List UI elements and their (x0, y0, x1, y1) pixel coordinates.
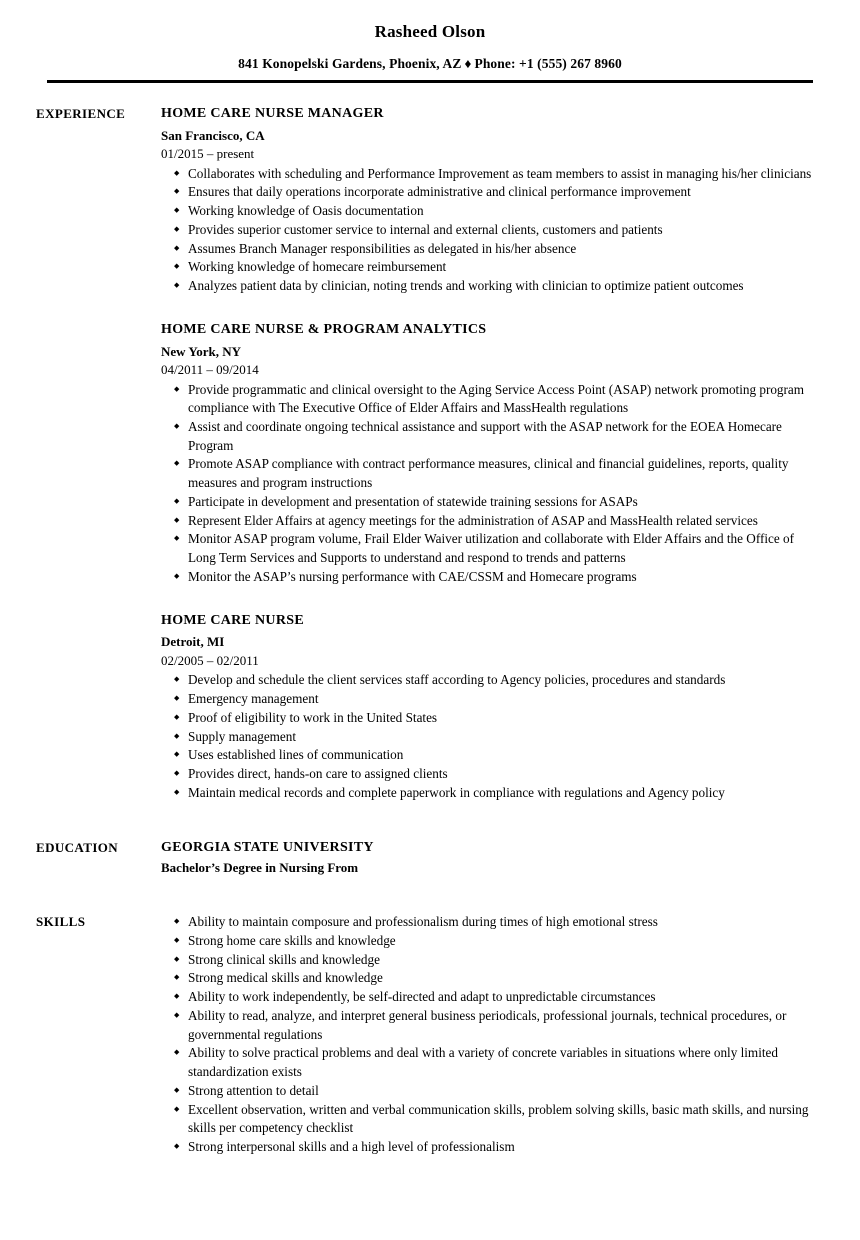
job-responsibility-list (161, 165, 824, 296)
list-item: ◆ Represent Elder Affairs at agency meetings for the administration of ASAP and MassHealth related services (161, 512, 824, 531)
list-item: ◆ Monitor ASAP program volume, Frail Elder Waiver utilization and collaborate with Elder Affairs and the Office of Long Term Services and Supports to understand and respond to trends and patterns (161, 530, 824, 567)
resume-header (0, 0, 860, 83)
list-item: ◆ Emergency management (161, 690, 824, 709)
list-item: ◆ Ability to read, analyze, and interpret general business periodicals, professional journals, technical procedures, or governmental regulations (161, 1007, 824, 1044)
diamond-separator-icon: ♦ (464, 56, 472, 72)
job-entry (161, 612, 824, 803)
list-item: ◆ Ability to solve practical problems and deal with a variety of concrete variables in situations where only limited standardization exists (161, 1044, 824, 1081)
experience-section (0, 105, 860, 803)
list-item: ◆ Assumes Branch Manager responsibilities as delegated in his/her absence (161, 240, 824, 259)
list-item: ◆ Supply management (161, 728, 824, 747)
skills-section (0, 912, 860, 1157)
list-item: ◆ Working knowledge of homecare reimbursement (161, 258, 824, 277)
list-item: ◆ Strong clinical skills and knowledge (161, 951, 824, 970)
education-entry (161, 839, 824, 879)
list-item: ◆ Uses established lines of communication (161, 746, 824, 765)
experience-section-label: EXPERIENCE (36, 105, 126, 121)
job-dates: 02/2005 – 02/2011 (161, 652, 259, 668)
list-item: ◆ Ability to maintain composure and professionalism during times of high emotional stress (161, 913, 824, 932)
job-responsibility-list (161, 381, 824, 587)
list-item: ◆ Strong medical skills and knowledge (161, 969, 824, 988)
job-location: New York, NY (161, 343, 242, 359)
list-item: ◆ Analyzes patient data by clinician, noting trends and working with clinician to optimize patient outcomes (161, 277, 824, 296)
list-item: ◆ Strong attention to detail (161, 1082, 824, 1101)
list-item: ◆ Maintain medical records and complete paperwork in compliance with regulations and Agency policy (161, 784, 824, 803)
education-degree: Bachelor’s Degree in Nursing From (161, 860, 359, 876)
skills-entries (161, 912, 824, 1157)
contact-line (0, 56, 860, 72)
list-item: ◆ Provide programmatic and clinical oversight to the Aging Service Access Point (ASAP) network promoting program compliance with The Executive Office of Elder Affairs and MassHealth regulations (161, 381, 824, 418)
list-item: ◆ Assist and coordinate ongoing technical assistance and support with the ASAP network for the EOEA Homecare Program (161, 418, 824, 455)
education-section (0, 839, 860, 879)
list-item: ◆ Strong interpersonal skills and a high level of professionalism (161, 1138, 824, 1157)
candidate-phone: Phone: +1 (555) 267 8960 (474, 56, 622, 72)
list-item: ◆ Provides superior customer service to internal and external clients, customers and patients (161, 221, 824, 240)
candidate-address: 841 Konopelski Gardens, Phoenix, AZ (238, 56, 462, 72)
list-item: ◆ Ability to work independently, be self-directed and adapt to unpredictable circumstances (161, 988, 824, 1007)
list-item: ◆ Ensures that daily operations incorporate administrative and clinical performance improvement (161, 183, 824, 202)
list-item: ◆ Provides direct, hands-on care to assigned clients (161, 765, 824, 784)
job-location: Detroit, MI (161, 634, 225, 650)
skills-section-label: SKILLS (36, 914, 86, 930)
skills-list (161, 913, 824, 1157)
job-dates: 01/2015 – present (161, 146, 255, 162)
header-divider (47, 80, 813, 82)
candidate-name: Rasheed Olson (374, 22, 486, 41)
job-title: HOME CARE NURSE & PROGRAM ANALYTICS (161, 321, 487, 337)
list-item: ◆ Strong home care skills and knowledge (161, 932, 824, 951)
list-item: ◆ Develop and schedule the client services staff according to Agency policies, procedures and standards (161, 671, 824, 690)
job-responsibility-list (161, 671, 824, 802)
list-item: ◆ Excellent observation, written and verbal communication skills, problem solving skills, basic math skills, and nursing skills per competency checklist (161, 1101, 824, 1138)
list-item: ◆ Promote ASAP compliance with contract performance measures, clinical and financial guidelines, reports, quality measures and program instructions (161, 455, 824, 492)
list-item: ◆ Collaborates with scheduling and Performance Improvement as team members to assist in managing his/her clinicians (161, 165, 824, 184)
education-school: GEORGIA STATE UNIVERSITY (161, 839, 374, 855)
education-entries (161, 839, 824, 879)
list-item: ◆ Participate in development and presentation of statewide training sessions for ASAPs (161, 493, 824, 512)
job-entry (161, 321, 824, 587)
education-section-label: EDUCATION (36, 839, 119, 855)
list-item: ◆ Monitor the ASAP’s nursing performance with CAE/CSSM and Homecare programs (161, 568, 824, 587)
job-title: HOME CARE NURSE (161, 612, 304, 628)
job-title: HOME CARE NURSE MANAGER (161, 105, 384, 121)
experience-entries (161, 105, 824, 803)
job-location: San Francisco, CA (161, 127, 265, 143)
list-item: ◆ Proof of eligibility to work in the United States (161, 709, 824, 728)
job-dates: 04/2011 – 09/2014 (161, 362, 259, 378)
list-item: ◆ Working knowledge of Oasis documentation (161, 202, 824, 221)
job-entry (161, 105, 824, 296)
